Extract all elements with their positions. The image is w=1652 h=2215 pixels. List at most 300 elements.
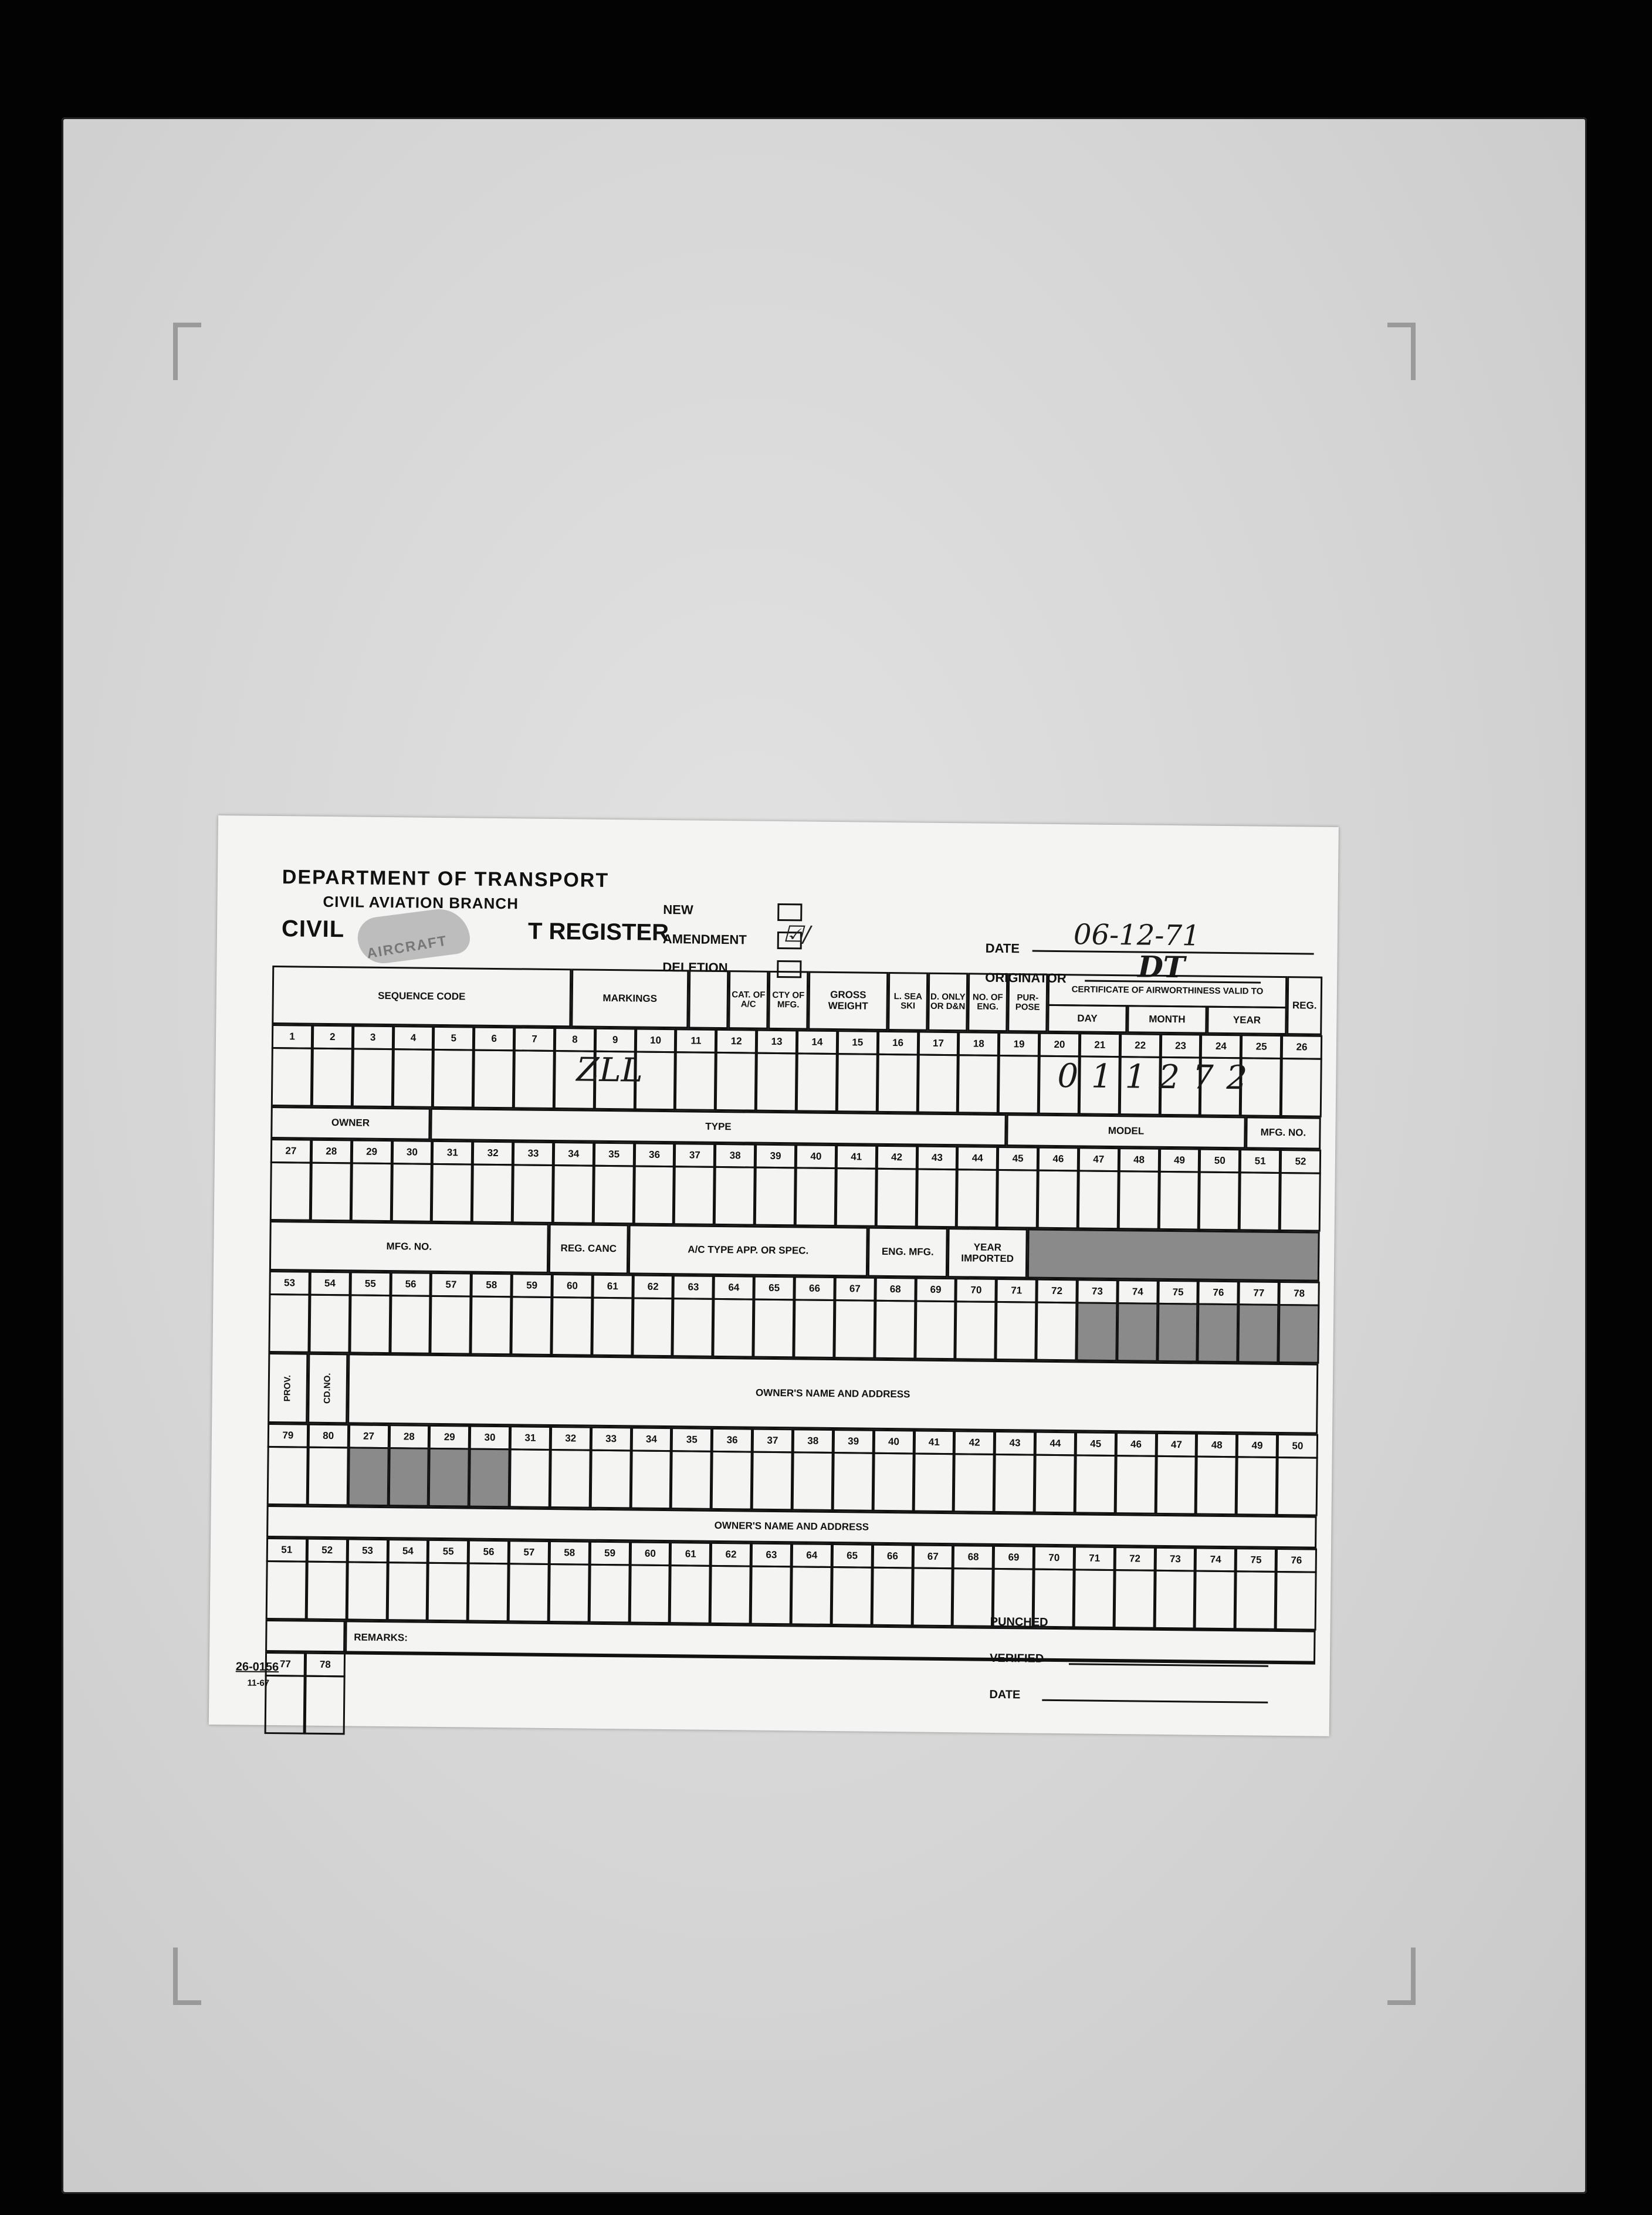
- department-title: DEPARTMENT OF TRANSPORT: [282, 866, 610, 892]
- entry-box[interactable]: [793, 1299, 835, 1359]
- amendment-checkmark: ☑/: [783, 921, 811, 947]
- header-year: YEAR: [1207, 1006, 1287, 1035]
- entry-box[interactable]: [1279, 1172, 1321, 1232]
- markings-value: ZLL: [576, 1051, 644, 1090]
- entry-box[interactable]: [751, 1451, 793, 1511]
- column-number: 36: [634, 1142, 675, 1167]
- column-number: 64: [713, 1275, 754, 1300]
- column-number: 74: [1195, 1547, 1236, 1573]
- entry-box[interactable]: [432, 1049, 474, 1109]
- column-number: 53: [269, 1271, 310, 1296]
- column-number: 15: [837, 1030, 878, 1055]
- column-number: 79: [268, 1423, 309, 1448]
- entry-box[interactable]: [427, 1562, 469, 1622]
- entry-box[interactable]: [390, 1295, 431, 1354]
- entry-box[interactable]: [1115, 1455, 1156, 1515]
- header-mfg-no-2: MFG. NO.: [269, 1221, 549, 1274]
- column-number: 77: [1238, 1281, 1279, 1306]
- header-month: MONTH: [1127, 1005, 1207, 1034]
- entry-box[interactable]: [1078, 1170, 1119, 1230]
- column-number: 45: [1075, 1431, 1116, 1457]
- header-year-imported: YEAR IMPORTED: [947, 1228, 1028, 1278]
- entry-box[interactable]: [916, 1168, 957, 1228]
- column-number: 50: [1277, 1434, 1318, 1459]
- column-number: 80: [308, 1424, 349, 1449]
- entry-box[interactable]: [553, 1164, 594, 1224]
- column-number: 21: [1079, 1032, 1120, 1058]
- column-number: 1: [272, 1024, 313, 1049]
- column-number: 38: [715, 1143, 756, 1169]
- column-number: 42: [954, 1430, 995, 1455]
- column-number: 37: [752, 1428, 793, 1454]
- column-number: 30: [391, 1140, 432, 1165]
- entry-box[interactable]: [1158, 1171, 1200, 1231]
- entry-box[interactable]: [1238, 1303, 1279, 1363]
- entry-box[interactable]: [996, 1301, 1037, 1361]
- column-number: 55: [350, 1271, 391, 1296]
- shaded-header-block: [1027, 1228, 1320, 1281]
- entry-box[interactable]: [1275, 1571, 1317, 1631]
- entry-box[interactable]: [593, 1165, 635, 1225]
- column-number: 39: [755, 1144, 796, 1169]
- column-number: 58: [471, 1273, 512, 1298]
- form-number: 26-0156: [235, 1660, 279, 1674]
- column-number: 10: [635, 1028, 676, 1053]
- crop-mark-top-left: [173, 323, 201, 380]
- entry-box[interactable]: [309, 1294, 350, 1354]
- column-number: 60: [551, 1274, 593, 1299]
- header-prov: PROV.: [268, 1353, 308, 1424]
- column-number: 13: [756, 1029, 797, 1055]
- entry-box[interactable]: [998, 1055, 1040, 1115]
- header-donly: D. ONLY OR D&N: [927, 973, 968, 1032]
- entry-box[interactable]: [750, 1566, 792, 1625]
- entry-box[interactable]: [832, 1452, 874, 1512]
- entry-box[interactable]: [792, 1451, 834, 1511]
- column-number: 68: [953, 1545, 994, 1570]
- entry-box[interactable]: [387, 1562, 428, 1621]
- column-number: 26: [1281, 1035, 1322, 1060]
- register-title-right: T REGISTER: [527, 918, 669, 946]
- entry-box[interactable]: [1239, 1171, 1281, 1231]
- column-number: 38: [793, 1428, 834, 1454]
- column-number: 56: [390, 1272, 431, 1297]
- header-type: TYPE: [430, 1108, 1007, 1146]
- header-owner-name-address-1: OWNER'S NAME AND ADDRESS: [347, 1353, 1318, 1434]
- column-number: 12: [716, 1029, 757, 1054]
- entry-box[interactable]: [271, 1047, 313, 1107]
- column-number: 3: [353, 1025, 394, 1050]
- column-number: 61: [592, 1274, 633, 1299]
- column-number: 67: [912, 1544, 953, 1569]
- column-number: 76: [1198, 1281, 1239, 1306]
- header-mfg-no: MFG. NO.: [1245, 1116, 1321, 1149]
- header-cat: CAT. OF A/C: [728, 970, 769, 1029]
- entry-box[interactable]: [669, 1564, 711, 1624]
- header-ac-type: A/C TYPE APP. OR SPEC.: [628, 1224, 868, 1276]
- entry-box[interactable]: [837, 1053, 878, 1113]
- remarks-label: REMARKS:: [345, 1620, 1315, 1662]
- column-number: 33: [590, 1427, 631, 1452]
- crop-mark-top-right: [1387, 323, 1416, 380]
- column-number: 47: [1156, 1432, 1197, 1458]
- entry-box[interactable]: [391, 1163, 432, 1222]
- entry-box[interactable]: [953, 1453, 995, 1513]
- footer-date-line[interactable]: [1042, 1699, 1268, 1703]
- entry-box[interactable]: [753, 1299, 795, 1359]
- column-number: 31: [510, 1425, 551, 1451]
- column-number: 69: [915, 1277, 956, 1302]
- column-number: 60: [629, 1541, 671, 1566]
- entry-box[interactable]: [267, 1446, 309, 1506]
- column-number: 53: [347, 1538, 388, 1563]
- column-number: 52: [1280, 1149, 1321, 1174]
- entry-box[interactable]: [1278, 1304, 1319, 1364]
- entry-box[interactable]: [430, 1295, 472, 1355]
- entry-box[interactable]: [388, 1447, 429, 1507]
- entry-box[interactable]: [630, 1449, 672, 1509]
- column-number: 76: [1276, 1548, 1317, 1573]
- entry-box[interactable]: [831, 1566, 872, 1626]
- stamp-text: AIRCRAFT: [365, 933, 449, 962]
- certificate-value: 011272: [1057, 1057, 1261, 1098]
- entry-box[interactable]: [1076, 1302, 1118, 1361]
- header-cd-no: CD.NO.: [307, 1353, 348, 1424]
- entry-box[interactable]: [1035, 1302, 1077, 1361]
- entry-box[interactable]: [711, 1451, 753, 1510]
- entry-box[interactable]: [1155, 1455, 1197, 1515]
- column-number: 78: [1278, 1281, 1319, 1306]
- header-sequence-code: SEQUENCE CODE: [272, 966, 571, 1027]
- new-checkbox[interactable]: [777, 903, 802, 921]
- column-number: 14: [797, 1029, 838, 1055]
- column-number: 46: [1038, 1147, 1079, 1172]
- column-number: 19: [998, 1032, 1040, 1057]
- column-number: 73: [1155, 1547, 1196, 1572]
- column-number: 72: [1036, 1279, 1077, 1304]
- column-number: 23: [1160, 1034, 1201, 1059]
- column-number: 65: [754, 1276, 795, 1301]
- entry-box[interactable]: [1037, 1170, 1079, 1230]
- column-number: 56: [468, 1540, 509, 1565]
- column-number: 70: [1034, 1546, 1075, 1571]
- remarks-left-spacer: [265, 1620, 346, 1652]
- entry-box[interactable]: [795, 1167, 837, 1227]
- entry-box[interactable]: [312, 1048, 353, 1108]
- entry-box[interactable]: [473, 1049, 514, 1109]
- entry-box[interactable]: [714, 1166, 756, 1226]
- entry-box[interactable]: [470, 1296, 512, 1356]
- column-number: 65: [831, 1543, 872, 1569]
- entry-box[interactable]: [915, 1300, 956, 1360]
- entry-box[interactable]: [468, 1563, 509, 1623]
- entry-box[interactable]: [509, 1448, 551, 1508]
- header-reg: REG.: [1287, 976, 1322, 1035]
- column-number: 9: [595, 1028, 636, 1053]
- column-number: 49: [1237, 1433, 1278, 1458]
- entry-box[interactable]: [875, 1168, 917, 1228]
- column-number: 40: [873, 1430, 914, 1455]
- entry-box[interactable]: [1194, 1570, 1236, 1630]
- entry-box[interactable]: [874, 1300, 916, 1360]
- column-number: 69: [993, 1545, 1034, 1570]
- column-number: 75: [1157, 1280, 1199, 1305]
- entry-box[interactable]: [1073, 1569, 1115, 1628]
- column-number: 24: [1200, 1034, 1241, 1059]
- entry-box[interactable]: [428, 1448, 470, 1508]
- entry-box[interactable]: [349, 1294, 391, 1354]
- column-number: 63: [673, 1275, 714, 1300]
- entry-box[interactable]: [871, 1567, 913, 1627]
- entry-box[interactable]: [510, 1296, 552, 1356]
- column-number: 61: [670, 1542, 711, 1567]
- entry-box[interactable]: [994, 1454, 1035, 1513]
- entry-box[interactable]: [346, 1561, 388, 1621]
- column-number: 44: [957, 1146, 998, 1171]
- entry-box[interactable]: [834, 1299, 875, 1359]
- column-number: 48: [1118, 1147, 1159, 1173]
- header-col-11: [688, 970, 729, 1029]
- entry-box[interactable]: [876, 1054, 918, 1113]
- column-number: 55: [428, 1539, 469, 1564]
- entry-box[interactable]: [307, 1447, 349, 1506]
- entry-box[interactable]: [671, 1450, 712, 1510]
- header-day: DAY: [1047, 1004, 1127, 1033]
- entry-box[interactable]: [306, 1561, 347, 1621]
- column-number: 48: [1196, 1433, 1237, 1458]
- entry-box[interactable]: [1197, 1303, 1239, 1363]
- header-no-eng: NO. OF ENG.: [967, 973, 1008, 1032]
- header-gross-weight: GROSS WEIGHT: [808, 971, 888, 1031]
- entry-box[interactable]: [955, 1300, 997, 1360]
- column-number: 57: [431, 1272, 472, 1298]
- column-number: 39: [833, 1429, 874, 1454]
- entry-box[interactable]: [469, 1448, 510, 1508]
- crop-mark-bottom-left: [173, 1948, 201, 2005]
- column-number: 34: [553, 1142, 594, 1167]
- entry-box[interactable]: [997, 1169, 1038, 1229]
- column-number: 66: [872, 1544, 913, 1569]
- column-number: 2: [312, 1025, 353, 1050]
- entry-box[interactable]: [713, 1298, 754, 1358]
- column-number: 11: [675, 1028, 716, 1054]
- column-number: 57: [509, 1540, 550, 1565]
- entry-box[interactable]: [508, 1563, 550, 1623]
- form-date: 11-67: [247, 1678, 270, 1688]
- column-number: 44: [1035, 1431, 1076, 1457]
- crop-mark-bottom-right: [1387, 1948, 1416, 2005]
- column-number: 34: [631, 1427, 672, 1452]
- header-purpose: PUR- POSE: [1007, 973, 1048, 1032]
- column-number: 8: [554, 1027, 595, 1052]
- column-number: 77: [265, 1652, 306, 1677]
- column-number: 29: [351, 1139, 392, 1164]
- header-owner-name-address-2: OWNER'S NAME AND ADDRESS: [266, 1505, 1316, 1549]
- column-number: 63: [751, 1543, 792, 1568]
- entry-box[interactable]: [304, 1675, 346, 1735]
- column-number: 35: [594, 1142, 635, 1167]
- column-number: 28: [388, 1424, 429, 1449]
- register-title-left: CIVIL: [281, 916, 345, 943]
- column-number: 30: [469, 1425, 510, 1451]
- originator-value: DT: [1138, 949, 1186, 985]
- column-number: 43: [916, 1145, 957, 1170]
- entry-box[interactable]: [754, 1167, 796, 1227]
- header-markings: MARKINGS: [571, 968, 689, 1028]
- entry-box[interactable]: [1113, 1569, 1155, 1629]
- column-number: 29: [429, 1425, 470, 1450]
- column-number: 75: [1235, 1547, 1277, 1573]
- entry-box[interactable]: [956, 1169, 998, 1228]
- column-number: 67: [834, 1276, 875, 1302]
- entry-box[interactable]: [551, 1296, 593, 1356]
- entry-box[interactable]: [710, 1565, 751, 1625]
- column-number: 52: [307, 1538, 348, 1563]
- entry-box[interactable]: [917, 1054, 959, 1114]
- entry-box[interactable]: [347, 1447, 389, 1506]
- new-label: NEW: [663, 902, 693, 917]
- column-number: 49: [1159, 1148, 1200, 1173]
- entry-box[interactable]: [1034, 1454, 1076, 1514]
- entry-box[interactable]: [957, 1054, 999, 1114]
- entry-box[interactable]: [952, 1567, 994, 1627]
- entry-box[interactable]: [549, 1563, 590, 1623]
- entry-box[interactable]: [1281, 1058, 1322, 1117]
- header-model: MODEL: [1006, 1114, 1246, 1149]
- column-number: 64: [791, 1543, 832, 1568]
- column-number: 73: [1076, 1279, 1118, 1304]
- column-number: 72: [1114, 1546, 1155, 1572]
- column-number: 33: [513, 1141, 554, 1166]
- column-number: 68: [875, 1277, 916, 1302]
- header-owner: OWNER: [270, 1106, 431, 1140]
- column-number: 4: [392, 1025, 434, 1051]
- entry-box[interactable]: [265, 1675, 306, 1735]
- column-number: 78: [305, 1652, 346, 1678]
- column-number: 66: [794, 1276, 835, 1301]
- entry-box[interactable]: [350, 1162, 392, 1222]
- column-number: 59: [511, 1273, 552, 1298]
- entry-box[interactable]: [1157, 1303, 1199, 1363]
- column-number: 35: [671, 1427, 712, 1452]
- column-number: 37: [674, 1143, 715, 1168]
- entry-box[interactable]: [633, 1165, 675, 1225]
- entry-box[interactable]: [351, 1048, 393, 1108]
- column-number: 7: [514, 1027, 555, 1052]
- column-number: 47: [1078, 1147, 1119, 1172]
- entry-box[interactable]: [675, 1051, 716, 1111]
- column-number: 5: [433, 1026, 474, 1051]
- column-number: 17: [918, 1031, 959, 1056]
- entry-box[interactable]: [1116, 1302, 1158, 1362]
- entry-box[interactable]: [431, 1163, 473, 1223]
- header-certificate: CERTIFICATE OF AIRWORTHINESS VALID TO: [1048, 974, 1288, 1008]
- entry-box[interactable]: [550, 1449, 591, 1509]
- amendment-label: AMENDMENT: [662, 931, 747, 947]
- column-number: 36: [712, 1428, 753, 1453]
- entry-box[interactable]: [1236, 1456, 1278, 1516]
- column-number: 62: [632, 1274, 673, 1299]
- entry-box[interactable]: [791, 1566, 832, 1625]
- punched-label: PUNCHED: [990, 1615, 1048, 1629]
- column-number: 6: [473, 1027, 514, 1052]
- column-number: 16: [877, 1031, 918, 1056]
- column-number: 32: [472, 1141, 513, 1166]
- column-number: 41: [913, 1430, 954, 1455]
- entry-box[interactable]: [591, 1297, 633, 1357]
- column-number: 42: [876, 1145, 917, 1170]
- column-number: 71: [1074, 1546, 1115, 1571]
- column-number: 31: [432, 1140, 473, 1166]
- entry-box[interactable]: [1075, 1454, 1116, 1514]
- entry-box[interactable]: [392, 1048, 434, 1108]
- verified-label: VERIFIED: [989, 1651, 1044, 1665]
- entry-box[interactable]: [588, 1564, 630, 1624]
- register-card: [209, 815, 1339, 1736]
- entry-box[interactable]: [913, 1452, 954, 1512]
- column-number: 28: [311, 1139, 352, 1164]
- entry-box[interactable]: [629, 1564, 671, 1624]
- entry-box[interactable]: [472, 1164, 513, 1224]
- date-value: 06-12-71: [1073, 918, 1200, 953]
- column-number: 59: [589, 1541, 630, 1566]
- column-number: 20: [1039, 1032, 1080, 1058]
- entry-box[interactable]: [268, 1293, 310, 1353]
- entry-box[interactable]: [590, 1449, 631, 1509]
- header-cty: CTY OF MFG.: [768, 971, 808, 1030]
- column-number: 46: [1115, 1432, 1156, 1457]
- entry-box[interactable]: [715, 1052, 757, 1112]
- entry-box[interactable]: [672, 1298, 714, 1357]
- column-number: 50: [1199, 1149, 1240, 1174]
- column-number: 32: [550, 1426, 591, 1451]
- column-number: 43: [994, 1431, 1035, 1456]
- column-number: 18: [958, 1031, 999, 1056]
- footer-date-label: DATE: [989, 1688, 1021, 1702]
- column-number: 54: [309, 1271, 350, 1296]
- entry-box[interactable]: [1196, 1456, 1237, 1516]
- entry-box[interactable]: [513, 1049, 555, 1109]
- column-number: 71: [996, 1278, 1037, 1303]
- column-number: 27: [270, 1139, 312, 1164]
- branch-title: CIVIL AVIATION BRANCH: [323, 892, 519, 913]
- entry-box[interactable]: [872, 1452, 914, 1512]
- header-eng-mfg: ENG. MFG.: [868, 1227, 948, 1278]
- entry-box[interactable]: [1199, 1171, 1240, 1231]
- column-number: 22: [1120, 1033, 1161, 1058]
- entry-box[interactable]: [796, 1052, 838, 1112]
- entry-box[interactable]: [310, 1162, 352, 1222]
- entry-box[interactable]: [673, 1166, 715, 1225]
- header-lsea: L. SEA SKI: [888, 972, 928, 1031]
- entry-box[interactable]: [1235, 1570, 1277, 1630]
- entry-box[interactable]: [512, 1164, 554, 1224]
- entry-box[interactable]: [912, 1567, 953, 1627]
- column-number: 41: [836, 1144, 877, 1170]
- column-number: 54: [387, 1539, 428, 1564]
- entry-box[interactable]: [270, 1161, 312, 1221]
- column-number: 40: [795, 1144, 837, 1169]
- entry-box[interactable]: [1154, 1570, 1196, 1630]
- entry-box[interactable]: [835, 1167, 877, 1227]
- entry-box[interactable]: [1277, 1457, 1318, 1516]
- column-number: 62: [710, 1542, 751, 1567]
- entry-box[interactable]: [632, 1297, 673, 1357]
- column-number: 58: [549, 1540, 590, 1566]
- entry-box[interactable]: [266, 1560, 307, 1620]
- entry-box[interactable]: [756, 1052, 797, 1112]
- entry-box[interactable]: [1118, 1170, 1159, 1230]
